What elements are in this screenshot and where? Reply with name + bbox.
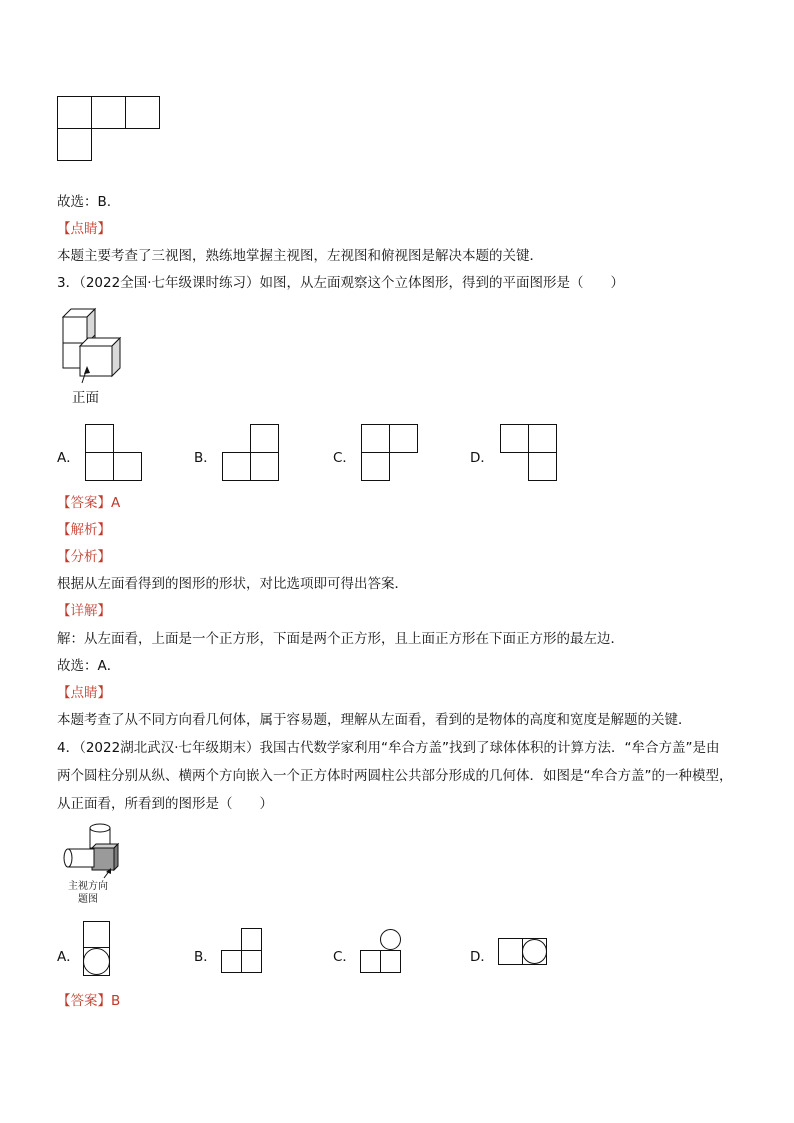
q4-option-b-label: B． xyxy=(194,949,217,965)
q4-option-d-label: D． xyxy=(470,949,494,965)
q4-stem-line1: 4．（2022湖北武汉·七年级期末）我国古代数学家利用“牟合方盖”找到了球体体积的计算方法．“牟合方盖”是由 xyxy=(57,740,720,756)
q4-figure-caption-line1: 主视方向 xyxy=(68,881,108,892)
q3-analysis-tag: 【解析】 xyxy=(57,522,111,538)
q3-answer-tag: 【答案】 xyxy=(57,495,111,511)
q4-stem-line3: 从正面看，所看到的图形是（ ） xyxy=(57,796,273,812)
q4-option-c-figure xyxy=(360,928,404,976)
q3-detail: 解：从左面看，上面是一个正方形，下面是两个正方形，且上面正方形在下面正方形的最左边． xyxy=(57,631,624,647)
q2-comment: 本题主要考查了三视图，熟练地掌握主视图，左视图和俯视图是解决本题的关键． xyxy=(57,248,543,264)
q4-figure-caption-line2: 题图 xyxy=(78,894,98,905)
q3-option-a-label: A． xyxy=(57,450,80,466)
q3-option-d-label: D． xyxy=(470,450,494,466)
q3-option-b-figure xyxy=(222,424,282,484)
q4-option-b-figure xyxy=(221,928,265,976)
q3-stem: 3．（2022全国·七年级课时练习）如图，从左面观察这个立体图形，得到的平面图形是（ ） xyxy=(57,275,624,291)
q3-answer-value: A xyxy=(111,495,121,511)
q3-comment: 本题考查了从不同方向看几何体，属于容易题，理解从左面看，看到的是物体的高度和宽度是解题的关键． xyxy=(57,712,692,728)
answer-grid-figure xyxy=(57,96,161,162)
q4-option-a-figure xyxy=(83,921,113,979)
q3-detail-tag: 【详解】 xyxy=(57,603,111,619)
q4-option-a-label: A． xyxy=(57,949,80,965)
q3-comment-tag: 【点睛】 xyxy=(57,685,111,701)
q3-option-d-figure xyxy=(500,424,560,484)
q4-option-d-figure xyxy=(498,938,550,968)
q4-answer-value: B xyxy=(111,993,121,1009)
q2-comment-tag: 【点睛】 xyxy=(57,221,111,237)
q3-fenxi: 根据从左面看得到的图形的形状，对比选项即可得出答案． xyxy=(57,576,408,592)
q3-solid-figure xyxy=(60,308,126,388)
q4-figure-caption xyxy=(62,880,114,906)
q4-stem-line2: 两个圆柱分别从纵、横两个方向嵌入一个正方体时两圆柱公共部分形成的几何体．如图是“牟合方盖”的一种模型， xyxy=(57,768,733,784)
q4-answer-tag: 【答案】 xyxy=(57,993,111,1009)
q4-answer xyxy=(57,991,120,1011)
q4-solid-figure xyxy=(62,822,122,882)
q3-figure-caption: 正面 xyxy=(72,390,99,406)
q3-answer xyxy=(57,493,120,513)
q3-choose: 故选：A． xyxy=(57,658,121,674)
top-answer: 故选：B. xyxy=(57,194,112,210)
q3-option-c-figure xyxy=(361,424,421,484)
q4-option-c-label: C． xyxy=(333,949,356,965)
q3-fenxi-tag: 【分析】 xyxy=(57,549,111,565)
q3-option-a-figure xyxy=(85,424,145,484)
q3-option-c-label: C． xyxy=(333,450,356,466)
q3-option-b-label: B． xyxy=(194,450,217,466)
